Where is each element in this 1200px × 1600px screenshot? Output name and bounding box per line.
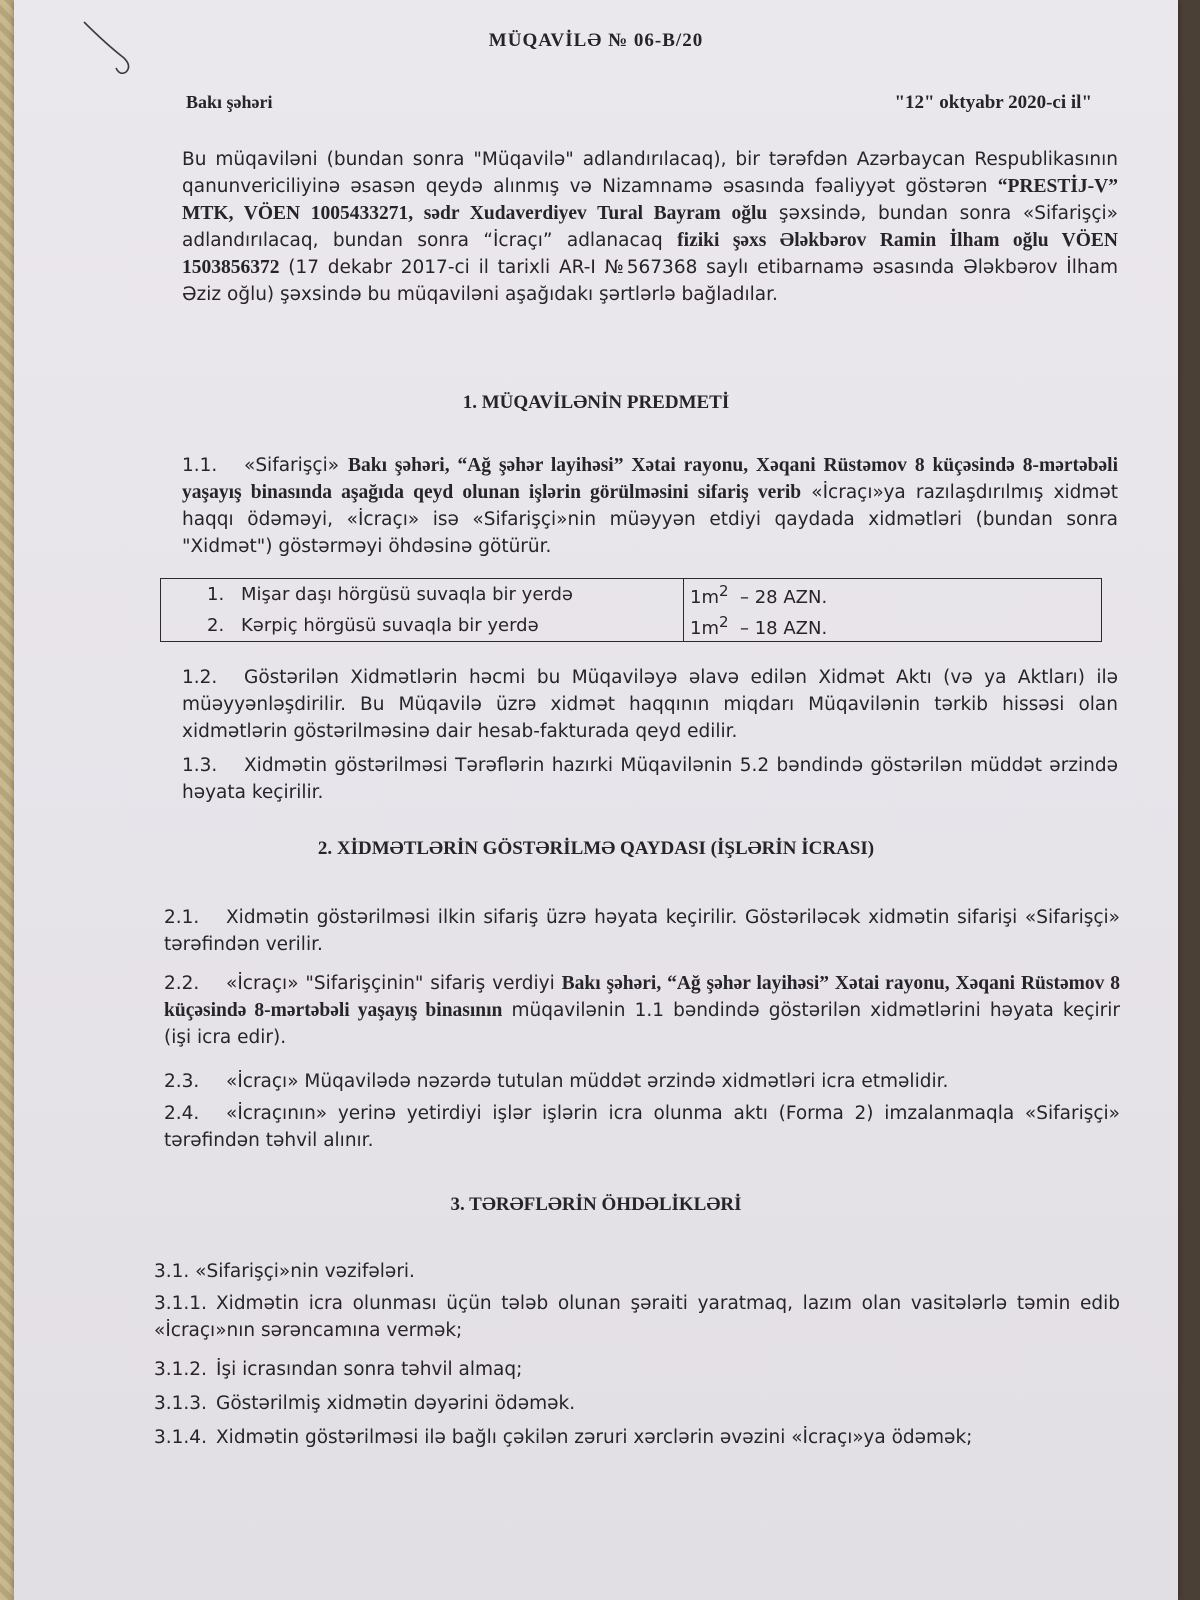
service-index: 2. <box>207 615 225 636</box>
clause-text: «İcraçı» "Sifarişçinin" sifariş verdiyi Bakı şəhəri, “Ağ şəhər layihəsi” Xətai rayonu, Xəqani Rüstəmov 8 küçəsində 8-mərtəbəli yaşayış binasının müqavilənin 1.1 bəndində göstərilən xidmətlərini həyata keçirir (işi icra edir). <box>164 973 1120 1048</box>
service-name: Kərpiç hörgüsü suvaqla bir yerdə <box>241 615 539 636</box>
clause-2-2 <box>164 970 1120 1051</box>
clause-1-3 <box>182 752 1118 806</box>
clause-number: 3.1.4. <box>154 1427 207 1448</box>
service-name: Mişar daşı hörgüsü suvaqla bir yerdə <box>241 584 573 605</box>
clause-1-2 <box>182 664 1118 745</box>
clause-2-4 <box>164 1100 1120 1154</box>
service-unit: 1m <box>690 618 719 639</box>
clause-text: Göstərilmiş xidmətin dəyərini ödəmək. <box>216 1393 576 1414</box>
clause-number: 2.3. <box>164 1071 200 1092</box>
clause-number: 1.1. <box>182 455 218 476</box>
service-unit-exponent: 2 <box>719 613 729 631</box>
clause-text: Xidmətin göstərilməsi ilə bağlı çəkilən zəruri xərclərin əvəzini «İcraçı»ya ödəmək; <box>216 1427 973 1448</box>
contract-title: MÜQAVİLƏ № 06-B/20 <box>488 30 704 51</box>
section-1-heading: 1. MÜQAVİLƏNİN PREDMETİ <box>462 392 730 413</box>
services-table <box>160 578 1102 642</box>
clause-text: Xidmətin icra olunması üçün tələb olunan şəraiti yaratmaq, lazım olan vasitələrlə təmin edib «İcraçı»nın sərəncamına vermək; <box>154 1293 1120 1341</box>
service-price: – 18 AZN. <box>740 618 828 639</box>
clause-text: İşi icrasından sonra təhvil almaq; <box>216 1359 523 1380</box>
clause-text: «Sifarişçi» Bakı şəhəri, “Ağ şəhər layihəsi” Xətai rayonu, Xəqani Rüstəmov 8 küçəsində 8-mərtəbəli yaşayış binasında aşağıda qeyd olunan işlərin görülməsini sifariş verib «İcraçı»ya razılaşdırılmış xidmət haqqı ödəməyi, «İcraçı» isə «Sifarişçi»nin müəyyən etdiyi qaydada xidmətləri (bundan sonra "Xidmət") göstərməyi öhdəsinə götürür. <box>182 455 1118 557</box>
service-price: – 28 AZN. <box>740 587 828 608</box>
table-row <box>161 610 1102 642</box>
clause-number: 1.2. <box>182 667 218 688</box>
clause-text: «İcraçının» yerinə yetirdiyi işlər işlərin icra olunma aktı (Forma 2) imzalanmaqla «Sifarişçi» tərəfindən təhvil alınır. <box>164 1103 1120 1151</box>
clause-1-1 <box>182 452 1118 560</box>
clause-text: «İcraçı» Müqavilədə nəzərdə tutulan müddət ərzində xidmətləri icra etməlidir. <box>226 1071 949 1092</box>
clause-number: 3.1.2. <box>154 1359 207 1380</box>
contract-date: "12" oktyabr 2020-ci il" <box>894 92 1092 113</box>
clause-number: 2.4. <box>164 1103 200 1124</box>
clause-3-1-2 <box>154 1356 1120 1383</box>
section-3-heading: 3. TƏRƏFLƏRİN ÖHDƏLİKLƏRİ <box>450 1194 742 1215</box>
clause-number: 1.3. <box>182 755 218 776</box>
background-strip <box>0 0 14 1600</box>
clause-2-3 <box>164 1068 1120 1095</box>
clause-3-1-4 <box>154 1424 1120 1451</box>
service-name-cell <box>161 579 684 611</box>
clause-3-1: 3.1. «Sifarişçi»nin vəzifələri. <box>154 1261 415 1282</box>
document-page <box>14 0 1178 1600</box>
service-price-cell <box>684 610 1102 642</box>
service-unit: 1m <box>690 587 719 608</box>
clause-text: Xidmətin göstərilməsi ilkin sifariş üzrə həyata keçirilir. Göstəriləcək xidmətin sifarişi «Sifarişçi» tərəfindən verilir. <box>164 907 1120 955</box>
clause-number: 2.2. <box>164 973 200 994</box>
service-index: 1. <box>207 584 225 605</box>
service-price-cell <box>684 579 1102 611</box>
clause-text: Xidmətin göstərilməsi Tərəflərin hazırki Müqavilənin 5.2 bəndində göstərilən müddət ərzində həyata keçirilir. <box>182 755 1118 803</box>
clause-text: Göstərilən Xidmətlərin həcmi bu Müqaviləyə əlavə edilən Xidmət Aktı (və ya Aktları) ilə müəyyənləşdirilir. Bu Müqavilə üzrə xidmət haqqının miqdarı Müqavilənin tərkib hissəsi olan xidmətlərin göstərilməsinə dair hesab-fakturada qeyd edilir. <box>182 667 1118 742</box>
intro-paragraph: Bu müqaviləni (bundan sonra "Müqavilə" adlandırılacaq), bir tərəfdən Azərbaycan Respublikasının qanunvericiliyinə əsasən qeydə alınmış və Nizamnamə əsasında fəaliyyət göstərən “PRESTİJ-V” MTK, VÖEN 1005433271, sədr Xudaverdiyev Tural Bayram oğlu şəxsində, bundan sonra «Sifarişçi» adlandırılacaq, bundan sonra “İcraçı” adlanacaq fiziki şəxs Ələkbərov Ramin İlham oğlu VÖEN 1503856372 (17 dekabr 2017-ci il tarixli AR-I №567368 saylı etibarnamə əsasında Ələkbərov İlham Əziz oğlu) şəxsində bu müqaviləni aşağıdakı şərtlərlə bağladılar. <box>182 149 1119 305</box>
clause-number: 3.1.3. <box>154 1393 207 1414</box>
section-2-heading: 2. XİDMƏTLƏRİN GÖSTƏRİLMƏ QAYDASI (İŞLƏRİN İCRASI) <box>317 838 875 859</box>
table-row <box>161 579 1102 611</box>
clause-3-1-1 <box>154 1290 1120 1344</box>
clause-number: 3.1.1. <box>154 1293 207 1314</box>
clause-2-1 <box>164 904 1120 958</box>
service-name-cell <box>161 610 684 642</box>
clause-3-1-3 <box>154 1390 1120 1417</box>
service-unit-exponent: 2 <box>719 582 729 600</box>
contract-city: Bakı şəhəri <box>186 92 273 112</box>
clause-number: 2.1. <box>164 907 200 928</box>
